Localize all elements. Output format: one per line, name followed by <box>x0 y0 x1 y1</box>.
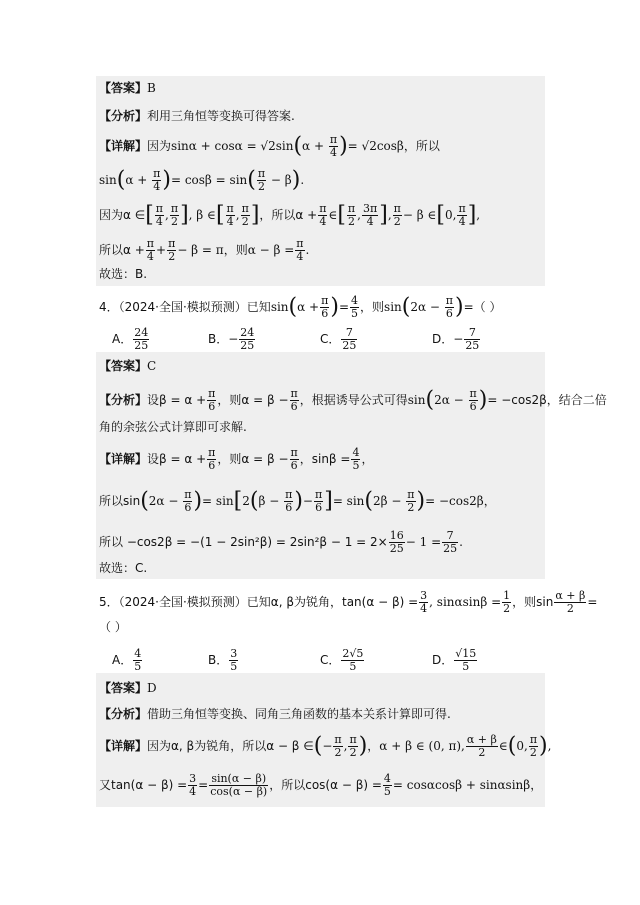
fraction <box>383 773 392 798</box>
fraction <box>226 203 235 228</box>
q3-detail-line-1 <box>99 134 552 159</box>
q5-stem-line-1 <box>99 589 598 615</box>
denominator: 25 <box>342 339 357 352</box>
fraction <box>348 734 357 759</box>
formula-text: ∈ <box>328 208 338 222</box>
denominator: 6 <box>208 400 216 413</box>
fraction <box>362 203 378 228</box>
q4-option-a[interactable] <box>112 327 150 352</box>
analysis-text: 角的余弦公式计算即可求解. <box>99 420 247 434</box>
formula-text: − <box>302 494 313 508</box>
q4-detail-line-2 <box>99 489 552 514</box>
paren: ) <box>294 488 303 514</box>
q5-stem-line-2 <box>99 619 552 635</box>
denominator: 4 <box>366 215 374 228</box>
answer-value: B <box>147 81 156 95</box>
denominator: 2 <box>257 180 265 193</box>
numerator: 7 <box>464 327 480 340</box>
numerator: π <box>290 446 298 459</box>
q4-detail-line-3: 所以 −cos2β = −(1 − 2sin²β) = 2sin²β − 1 = 2× $\frac{16}{25}$ − 1 = $\frac{7}{25}$ . <box>99 529 463 555</box>
formula-text: = cosαcosβ + sinαsinβ， <box>392 778 543 792</box>
formula-text: = cosβ = sin <box>170 173 248 187</box>
numerator: π <box>445 294 454 307</box>
fraction <box>341 327 357 352</box>
fraction <box>207 388 216 413</box>
numerator: 3 <box>189 772 197 785</box>
fraction <box>502 590 511 615</box>
answer-tag: 【答案】 <box>99 681 148 695</box>
formula-text: − <box>322 739 333 753</box>
numerator: 3π <box>362 202 378 215</box>
answer-tag: 【答案】 <box>99 359 148 373</box>
numerator: π <box>146 237 155 250</box>
denominator: 6 <box>469 400 477 413</box>
numerator: π <box>153 167 161 180</box>
question-stem: ，则 <box>360 300 385 314</box>
formula-text: ，则α = β − <box>217 452 289 466</box>
fraction <box>133 648 142 673</box>
numerator: π <box>458 202 466 215</box>
fraction <box>290 447 299 472</box>
fraction <box>329 134 338 159</box>
analysis-tag: 【分析】 <box>99 393 148 407</box>
numerator: π <box>290 387 298 400</box>
denominator: 6 <box>290 400 298 413</box>
paren: ) <box>291 167 301 193</box>
denominator: 2 <box>170 215 178 228</box>
numerator: π <box>321 294 329 307</box>
numerator: 3 <box>420 589 428 602</box>
fraction <box>209 773 268 798</box>
denominator: 6 <box>285 501 293 514</box>
answer-value: C <box>147 359 157 373</box>
numerator: α + β <box>466 733 497 746</box>
numerator: π <box>347 202 356 215</box>
numerator: 16 <box>389 529 404 542</box>
formula-text: = −cos2β，结合二倍 <box>487 393 607 407</box>
paren: ) <box>539 733 548 759</box>
paren: ( <box>507 733 517 759</box>
formula-text: 2α − <box>410 300 444 314</box>
numerator: π <box>168 237 176 250</box>
denominator: 25 <box>134 339 149 352</box>
paren: ) <box>193 488 203 514</box>
option-label: C． <box>320 332 341 346</box>
paren: ] <box>250 202 260 228</box>
q5-option-a[interactable] <box>112 648 143 673</box>
numerator: π <box>407 488 415 501</box>
fraction <box>170 203 179 228</box>
formula-text: α + <box>302 139 328 153</box>
denominator: 25 <box>240 339 255 352</box>
numerator: 3 <box>230 647 238 660</box>
fraction <box>152 168 161 193</box>
fraction <box>133 327 149 352</box>
formula-text: ，根据诱导公式可得 <box>299 393 408 407</box>
fraction <box>454 648 477 673</box>
option-label: D． <box>432 332 454 346</box>
q3-detail-line-4: 所以α + $\frac{\pi}{4}$ + $\frac{\pi}{2}$ − β = π，则α − β = $\frac{\pi}{4}$ . <box>99 237 310 263</box>
question-stem: ，则sin <box>512 595 554 609</box>
denominator: 25 <box>443 542 458 555</box>
denominator: 4 <box>226 215 234 228</box>
option-sign: − <box>453 332 464 346</box>
paren: ( <box>247 167 256 193</box>
numerator: √15 <box>455 647 477 660</box>
formula-text: β − <box>258 494 284 508</box>
formula-text: ，所以cos(α − β) = <box>269 778 382 792</box>
fraction <box>320 295 329 320</box>
paren: [ <box>337 202 346 228</box>
denominator: 2 <box>393 215 401 228</box>
denominator: 5 <box>230 660 238 673</box>
numerator: 7 <box>341 327 357 340</box>
formula-text: 2α − <box>434 393 468 407</box>
formula-text: 所以 −cos2β = −(1 − 2sin²β) = 2sin²β − 1 = 2× <box>99 535 388 549</box>
formula-text: , β ∈ <box>188 208 216 222</box>
question-stem: （ ） <box>99 620 127 634</box>
numerator: 4 <box>352 446 360 459</box>
fraction <box>333 734 342 759</box>
fraction <box>445 295 454 320</box>
formula-text: 2 <box>242 494 250 508</box>
option-label: D． <box>432 653 454 667</box>
numerator: 4 <box>383 772 391 785</box>
denominator: 6 <box>321 307 329 320</box>
denominator: 6 <box>208 459 216 472</box>
paren: ] <box>324 488 333 514</box>
question-stem: = <box>587 595 598 609</box>
denominator: 2 <box>168 250 176 263</box>
fraction <box>207 447 216 472</box>
numerator: α + β <box>555 589 586 602</box>
paren: ) <box>358 733 368 759</box>
detail-tag: 【详解】 <box>99 739 148 753</box>
denominator: 2 <box>566 602 574 615</box>
denominator: 4 <box>146 250 154 263</box>
formula-text: 所以α + <box>99 243 145 257</box>
paren: ] <box>379 202 388 228</box>
paren: ( <box>116 167 126 193</box>
denominator: 2 <box>334 746 342 759</box>
denominator: 25 <box>389 542 404 555</box>
denominator: 5 <box>352 459 360 472</box>
formula-text: ，α + β ∈ (0, π), <box>367 739 465 753</box>
numerator: 1 <box>503 589 511 602</box>
answer-tag: 【答案】 <box>99 81 148 95</box>
analysis-text: 利用三角恒等变换可得答案. <box>147 109 295 123</box>
paren: ) <box>416 488 426 514</box>
formula-text: 设β = α + <box>147 452 207 466</box>
formula-text: sin <box>99 173 117 187</box>
denominator: 2 <box>478 746 486 759</box>
formula-text: − β <box>267 173 292 187</box>
q4-analysis-line-2 <box>99 419 552 435</box>
q4-analysis-line-1: 【分析】设β = α + $\frac{\pi}{6}$ ，则α = β − $\frac{\pi}{6}$ ，根据诱导公式可得sin(2α − $\frac{\pi}{6}$ )= −cos2β，结合二倍 <box>99 387 607 413</box>
q5-analysis-line <box>99 706 552 722</box>
denominator: 4 <box>296 250 304 263</box>
formula-text: 因为α, β为锐角，所以α − β ∈ <box>147 739 314 753</box>
fraction <box>295 238 304 263</box>
paren: [ <box>145 202 154 228</box>
question-stem: =（ ） <box>463 300 502 314</box>
formula-text: 设β = α + <box>147 393 207 407</box>
fraction <box>419 590 428 615</box>
option-label: B． <box>208 653 229 667</box>
fraction <box>529 734 538 759</box>
q4-stem: 4．（2024·全国·模拟预测）已知sin(α + $\frac{\pi}{6}$ )= $\frac{4}{5}$ ，则sin(2α − $\frac{\pi}{6}$ )=（ ） <box>99 294 502 320</box>
question-stem: 4．（2024·全国·模拟预测）已知 <box>99 300 271 314</box>
fraction <box>183 489 192 514</box>
denominator: 4 <box>319 215 327 228</box>
paren: ) <box>330 294 339 320</box>
fraction <box>239 327 255 352</box>
q5-detail-line-1: 【详解】因为α, β为锐角，所以α − β ∈(− $\frac{\pi}{2}$ , $\frac{\pi}{2}$ )，α + β ∈ (0, π), $\frac{\alpha + \beta}{2}$ ∈(0, $\frac{\pi}{2}$ ), <box>99 733 552 759</box>
fraction <box>457 203 466 228</box>
fraction <box>393 203 402 228</box>
numerator: π <box>393 202 401 215</box>
formula-text: ，所以α + <box>259 208 318 222</box>
fraction <box>442 530 458 555</box>
denominator: 5 <box>462 660 470 673</box>
q4-option-c[interactable] <box>320 327 358 352</box>
denominator: 2 <box>349 746 357 759</box>
paren: [ <box>233 488 243 514</box>
detail-prefix: 因为 <box>147 139 172 153</box>
formula-text: sinα + cosα = √2sin <box>171 139 294 153</box>
denominator: 5 <box>349 660 357 673</box>
formula-text: 又tan(α − β) = <box>99 778 188 792</box>
fraction <box>389 530 405 555</box>
numerator: 7 <box>442 530 458 543</box>
q3-answer-line <box>99 80 552 96</box>
fraction <box>155 203 164 228</box>
paren: ( <box>249 488 259 514</box>
option-label: C． <box>320 653 341 667</box>
question-stem: , sinαsinβ = <box>429 595 502 609</box>
fraction <box>257 168 266 193</box>
numerator: π <box>285 488 293 501</box>
denominator: 6 <box>315 501 323 514</box>
denominator: 2 <box>348 215 356 228</box>
denominator: 2 <box>503 602 511 615</box>
denominator: 4 <box>420 602 428 615</box>
denominator: 4 <box>458 215 466 228</box>
detail-tag: 【详解】 <box>99 139 148 153</box>
paren: ] <box>180 202 189 228</box>
formula-text: ∈ <box>498 739 508 753</box>
numerator: π <box>208 387 216 400</box>
paren: ( <box>313 733 323 759</box>
numerator: π <box>226 202 234 215</box>
numerator: π <box>349 733 357 746</box>
fraction <box>464 327 480 352</box>
q4-conclusion <box>99 560 552 576</box>
fraction <box>469 388 478 413</box>
numerator: 2√5 <box>342 647 364 660</box>
paren: [ <box>215 202 225 228</box>
fraction <box>466 734 498 759</box>
denominator: 2 <box>241 215 249 228</box>
paren: ) <box>455 294 464 320</box>
formula-text: α + <box>125 173 152 187</box>
denominator: 6 <box>445 307 453 320</box>
numerator: sin(α − β) <box>209 773 268 786</box>
fraction <box>229 648 238 673</box>
numerator: π <box>329 133 338 146</box>
formula-text: ，sinβ = <box>299 452 351 466</box>
fraction <box>347 203 356 228</box>
formula-text: − β = π，则α − β = <box>177 243 295 257</box>
numerator: π <box>184 488 192 501</box>
paren: ( <box>140 488 149 514</box>
numerator: π <box>241 202 249 215</box>
formula-text: = sin <box>332 494 365 508</box>
numerator: π <box>208 446 216 459</box>
numerator: π <box>155 202 164 215</box>
paren: [ <box>436 202 445 228</box>
q3-detail-line-2: sin(α + $\frac{\pi}{4}$ )= cosβ = sin( $\frac{\pi}{2}$ − β). <box>99 167 305 193</box>
denominator: 2 <box>529 746 537 759</box>
q5-option-c[interactable] <box>320 648 365 673</box>
formula-text: 2β − <box>373 494 406 508</box>
numerator: π <box>296 237 304 250</box>
option-label: A． <box>112 653 133 667</box>
q3-conclusion <box>99 266 552 282</box>
fraction <box>318 203 327 228</box>
conclusion-text: 故选：C. <box>99 561 148 575</box>
analysis-tag: 【分析】 <box>99 109 148 123</box>
denominator: 4 <box>189 785 197 798</box>
fraction <box>290 388 299 413</box>
formula-text: + <box>156 243 167 257</box>
formula-text: = <box>198 778 209 792</box>
fraction <box>241 203 250 228</box>
denominator: 6 <box>184 501 192 514</box>
numerator: 24 <box>240 326 255 339</box>
q3-detail-line-3: 因为α ∈[ $\frac{\pi}{4}$ , $\frac{\pi}{2}$ ], β ∈[ $\frac{\pi}{4}$ , $\frac{\pi}{2}$ ]，所以α + $\frac{\pi}{4}$ ∈[ $\frac{\pi}{2}$ , $\frac{3\pi}{4}$ ], $\frac{\pi}{2}$ − β ∈[0, $\frac{\pi}{4}$ ], <box>99 202 481 228</box>
formula-text: , <box>387 208 392 222</box>
fraction <box>146 238 155 263</box>
formula-text: 所以sin <box>99 494 141 508</box>
denominator: 6 <box>290 459 298 472</box>
question-stem: 5．（2024·全国·模拟预测）已知α, β为锐角，tan(α − β) = <box>99 595 419 609</box>
option-label: A． <box>112 332 133 346</box>
paren: ) <box>339 133 348 159</box>
denominator: 5 <box>351 307 359 320</box>
conclusion-text: 故选：B. <box>99 267 148 281</box>
formula-text: 2α − <box>148 494 183 508</box>
numerator: 24 <box>134 326 149 339</box>
answer-value: D <box>147 681 157 695</box>
q3-analysis-line <box>99 108 552 124</box>
numerator: π <box>170 202 179 215</box>
numerator: π <box>469 387 477 400</box>
paren: ( <box>293 133 303 159</box>
numerator: π <box>319 202 327 215</box>
formula-text: 0 <box>516 739 524 753</box>
formula-text: − β ∈ <box>402 208 437 222</box>
denominator: cos(α − β) <box>210 785 268 798</box>
option-sign: − <box>228 332 239 346</box>
q4-detail-line-1: 【详解】设β = α + $\frac{\pi}{6}$ ，则α = β − $\frac{\pi}{6}$ ，sinβ = $\frac{4}{5}$ ， <box>99 446 374 472</box>
fraction <box>350 295 359 320</box>
numerator: 4 <box>351 294 359 307</box>
denominator: 5 <box>383 785 391 798</box>
option-label: B． <box>208 332 229 346</box>
denominator: 4 <box>155 215 163 228</box>
fraction <box>341 648 364 673</box>
fraction <box>167 238 176 263</box>
numerator: π <box>314 488 323 501</box>
analysis-tag: 【分析】 <box>99 707 148 721</box>
denominator: 4 <box>329 146 337 159</box>
paren: ( <box>425 387 435 413</box>
paren: ( <box>364 488 373 514</box>
formula-text: ，则α = β − <box>217 393 289 407</box>
denominator: 2 <box>407 501 415 514</box>
fraction <box>314 489 323 514</box>
denominator: 5 <box>134 660 142 673</box>
analysis-text: 借助三角恒等变换、同角三角函数的基本关系计算即可得. <box>147 707 451 721</box>
q5-option-d[interactable] <box>432 648 478 673</box>
formula-text: = sin <box>202 494 234 508</box>
denominator: 4 <box>153 180 161 193</box>
fraction <box>554 590 586 615</box>
q5-answer-line <box>99 680 552 696</box>
paren: ) <box>162 167 171 193</box>
paren: ( <box>288 294 298 320</box>
q5-detail-line-2 <box>99 773 552 798</box>
formula-text: 0 <box>444 208 453 222</box>
formula-text: − 1 = <box>405 535 442 549</box>
numerator: π <box>334 733 342 746</box>
formula-text: = √2cosβ，所以 <box>347 139 440 153</box>
q4-option-b[interactable] <box>208 327 256 352</box>
numerator: π <box>257 167 266 180</box>
fraction <box>284 489 293 514</box>
detail-tag: 【详解】 <box>99 452 148 466</box>
paren: ) <box>478 387 488 413</box>
paren: ] <box>467 202 477 228</box>
fraction <box>188 773 197 798</box>
denominator: 25 <box>465 339 480 352</box>
numerator: π <box>529 733 538 746</box>
q4-option-d[interactable] <box>432 327 481 352</box>
q5-option-b[interactable] <box>208 648 239 673</box>
fraction <box>406 489 415 514</box>
formula-text: 因为α ∈ <box>99 208 146 222</box>
numerator: 4 <box>134 647 142 660</box>
fraction <box>351 447 360 472</box>
paren: ( <box>401 294 411 320</box>
formula-text: = −cos2β， <box>425 494 496 508</box>
q4-answer-line <box>99 358 552 374</box>
